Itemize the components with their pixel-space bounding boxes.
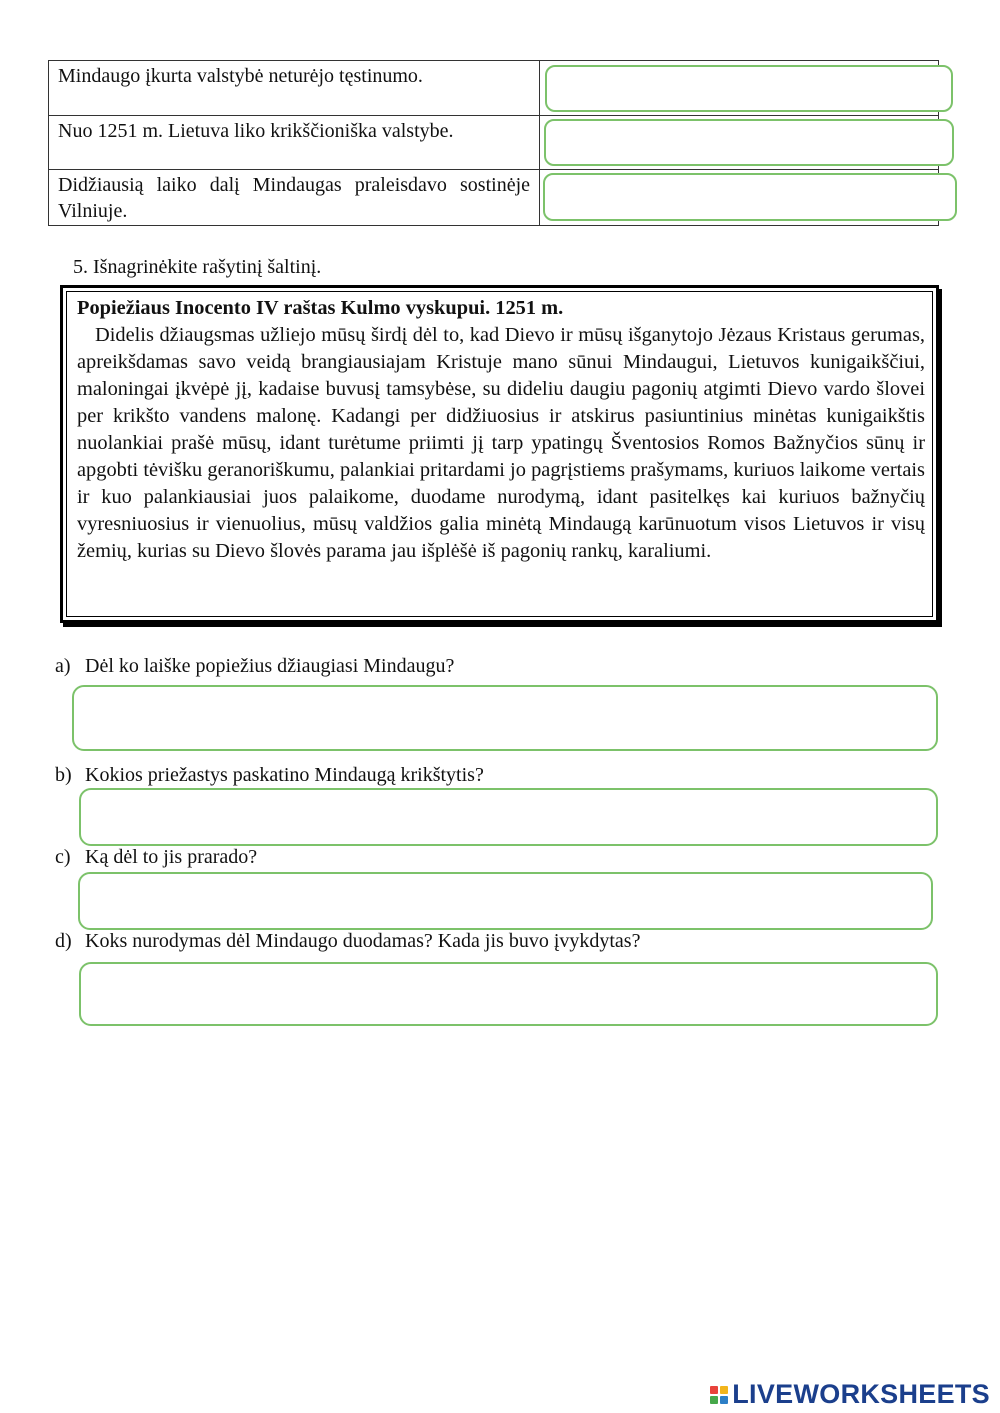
question-letter: d) bbox=[55, 930, 72, 952]
question-letter: c) bbox=[55, 846, 71, 868]
brand-text: LIVEWORKSHEETS bbox=[732, 1379, 990, 1409]
liveworksheets-logo-icon bbox=[710, 1386, 728, 1404]
answer-box[interactable] bbox=[544, 119, 954, 166]
question-c bbox=[55, 846, 257, 869]
statement-text: Nuo 1251 m. Lietuva liko krikščioniška valstybe. bbox=[49, 116, 540, 170]
answer-box[interactable] bbox=[545, 65, 953, 112]
task-title: 5. Išnagrinėkite rašytinį šaltinį. bbox=[73, 256, 322, 278]
question-a bbox=[55, 655, 454, 678]
source-box bbox=[60, 285, 939, 623]
question-text: Dėl ko laiške popiežius džiaugiasi Mindaugu? bbox=[85, 655, 455, 677]
statement-text: Didžiausią laiko dalį Mindaugas praleisdavo sostinėje Vilniuje. bbox=[49, 170, 540, 226]
answer-box[interactable] bbox=[543, 173, 957, 221]
question-d bbox=[55, 930, 640, 953]
statement-text: Mindaugo įkurta valstybė neturėjo tęstinumo. bbox=[49, 61, 540, 116]
question-letter: a) bbox=[55, 655, 71, 677]
question-text: Ką dėl to jis prarado? bbox=[85, 846, 258, 868]
source-title: Popiežiaus Inocento IV raštas Kulmo vyskupui. 1251 m. bbox=[77, 297, 564, 319]
answer-box-a[interactable] bbox=[72, 685, 938, 751]
question-b bbox=[55, 764, 484, 787]
statements-table bbox=[48, 60, 939, 226]
question-letter: b) bbox=[55, 764, 72, 786]
source-body: Didelis džiaugsmas užliejo mūsų širdį dėl to, kad Dievo ir mūsų išganytojo Jėzaus Kristaus gerumas, apreikšdamas savo veidą brangiausiajam Kristuje mano sūnui Mindaugui, Lietuvos kunigaikščiui, maloningai įkvėpė jį, kadaise buvusį tamsybėse, su dideliu daugiu pagonių atgimti Dievo vardo šlovei per krikšto vandens malonę. Kadangi per didžiuosius ir atskirus pasiuntinius minėtas kunigaikštis nuolankiai prašė mūsų, idant turėtume priimti jį tarp ypatingų Šventosios Romos Bažnyčios sūnų ir apgobti tėvišku geranoriškumu, palankiai pritardami jo pagrįstiems prašymams, kuriuos laikome vertais ir kuo palankiausiai juos palaikome, duodame nurodymą, idant pasitelkęs kai kuriuos bažnyčių vyresniuosius ir vienuolius, mūsų valdžios galia minėtą Mindaugą karūnuotum visos Lietuvos ir visų žemių, kurias su Dievo šlovės parama jau išplėšė iš pagonių rankų, karaliumi. bbox=[77, 324, 925, 562]
answer-box-c[interactable] bbox=[78, 872, 933, 930]
answer-box-d[interactable] bbox=[79, 962, 938, 1026]
question-text: Kokios priežastys paskatino Mindaugą krikštytis? bbox=[85, 764, 484, 786]
answer-box-b[interactable] bbox=[79, 788, 938, 846]
question-text: Koks nurodymas dėl Mindaugo duodamas? Kada jis buvo įvykdytas? bbox=[85, 930, 641, 952]
liveworksheets-logo bbox=[710, 1379, 990, 1410]
